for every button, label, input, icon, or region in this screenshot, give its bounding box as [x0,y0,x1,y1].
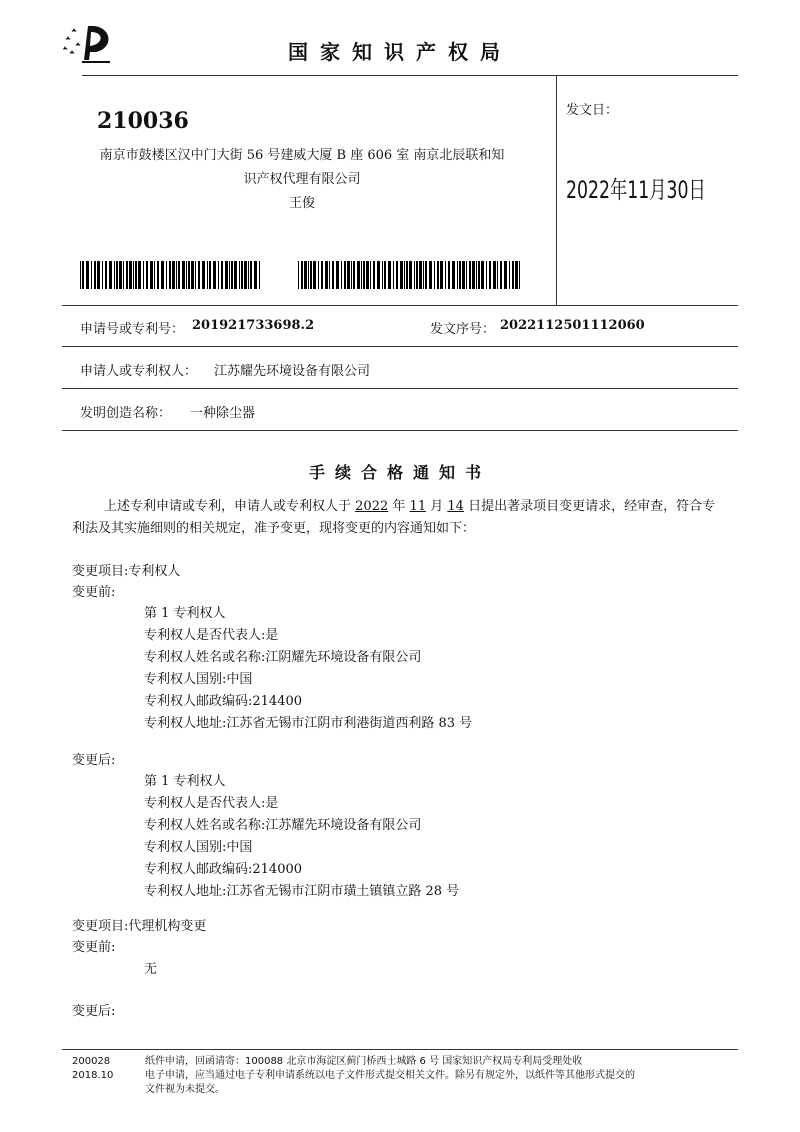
footer-notes [145,1055,745,1097]
change1-after-list [144,771,459,903]
office-name: 国家知识产权局 [288,40,512,64]
barcode-left [80,261,262,289]
rule-2 [62,346,738,347]
serial-no: 2022112501112060 [500,318,645,333]
after-holder-country: 专利权人国别:中国 [144,840,253,855]
intro-text-a: 上述专利申请或专利，申请人或专利权人于 [104,499,352,514]
footer-line-3: 文件视为未提交。 [145,1084,225,1095]
month-unit: 月 [430,499,444,514]
recipient-address [82,144,522,216]
change1-before-list [144,603,472,735]
before-holder-address: 专利权人地址:江苏省无锡市江阴市利港街道西利路 83 号 [144,716,473,731]
header-rule [82,75,738,76]
footer-rule [62,1049,738,1050]
app-no-label: 申请号或专利号： [80,322,185,337]
after-is-representative: 专利权人是否代表人:是 [144,796,279,811]
invention-label: 发明创造名称： [80,406,172,421]
issue-date: 2022年11月30日 [566,176,706,204]
before-is-representative: 专利权人是否代表人:是 [144,628,279,643]
postcode: 210036 [97,108,189,134]
request-month: 11 [409,499,427,514]
before-holder-country: 专利权人国别:中国 [144,672,253,687]
request-day: 14 [447,499,464,514]
recipient-name: 王俊 [288,196,315,211]
change1-item: 变更项目:专利权人 [72,564,181,579]
header-divider [556,75,557,305]
after-holder-address: 专利权人地址:江苏省无锡市江阴市璜土镇镇立路 28 号 [144,884,460,899]
issue-date-label: 发文日： [566,103,619,118]
after-holder-postcode: 专利权人邮政编码:214000 [144,862,303,877]
notice-intro-line-1 [104,496,744,518]
applicant-label: 申请人或专利权人： [80,364,198,379]
change2-after-label: 变更后: [72,1004,116,1019]
request-year: 2022 [355,499,389,514]
address-line-2: 识产权代理有限公司 [243,172,361,187]
before-holder-postcode: 专利权人邮政编码:214400 [144,694,303,709]
notice-title: 手续合格通知书 [308,463,491,482]
year-unit: 年 [392,499,406,514]
app-no: 201921733698.2 [192,318,315,333]
intro-text-b: 日提出著录项目变更请求，经审查，符合专 [468,499,716,514]
address-line-1: 南京市鼓楼区汉中门大街 56 号建威大厦 B 座 606 室 南京北辰联和知 [99,148,505,163]
after-holder-order: 第 1 专利权人 [144,774,226,789]
change2-before-label: 变更前: [72,940,116,955]
rule-3 [62,388,738,389]
footer-codes [72,1055,113,1083]
notice-intro-line-2: 利法及其实施细则的相关规定，准予变更，现将变更的内容通知如下： [72,521,476,536]
change1-after-label: 变更后: [72,753,116,768]
rule-4 [62,430,738,431]
after-holder-name: 专利权人姓名或名称:江苏耀先环境设备有限公司 [144,818,422,833]
invention-name: 一种除尘器 [190,406,256,421]
rule-1 [62,305,738,306]
change2-item: 变更项目:代理机构变更 [72,919,207,934]
form-version: 2018.10 [72,1070,114,1081]
applicant-name: 江苏耀先环境设备有限公司 [214,364,371,379]
barcode-right [298,261,520,289]
footer-line-1: 纸件申请，回函请寄：100088 北京市海淀区蓟门桥西土城路 6 号 国家知识产权局专利局受理处收 [145,1056,583,1067]
before-holder-name: 专利权人姓名或名称:江阴耀先环境设备有限公司 [144,650,422,665]
before-holder-order: 第 1 专利权人 [144,606,226,621]
serial-label: 发文序号： [430,322,496,337]
form-code: 200028 [72,1056,111,1067]
change1-before-label: 变更前: [72,585,116,600]
change2-before-value: 无 [144,962,158,977]
footer-line-2: 电子申请，应当通过电子专利申请系统以电子文件形式提交相关文件。除另有规定外，以纸件等其他形式提交的 [145,1070,635,1081]
